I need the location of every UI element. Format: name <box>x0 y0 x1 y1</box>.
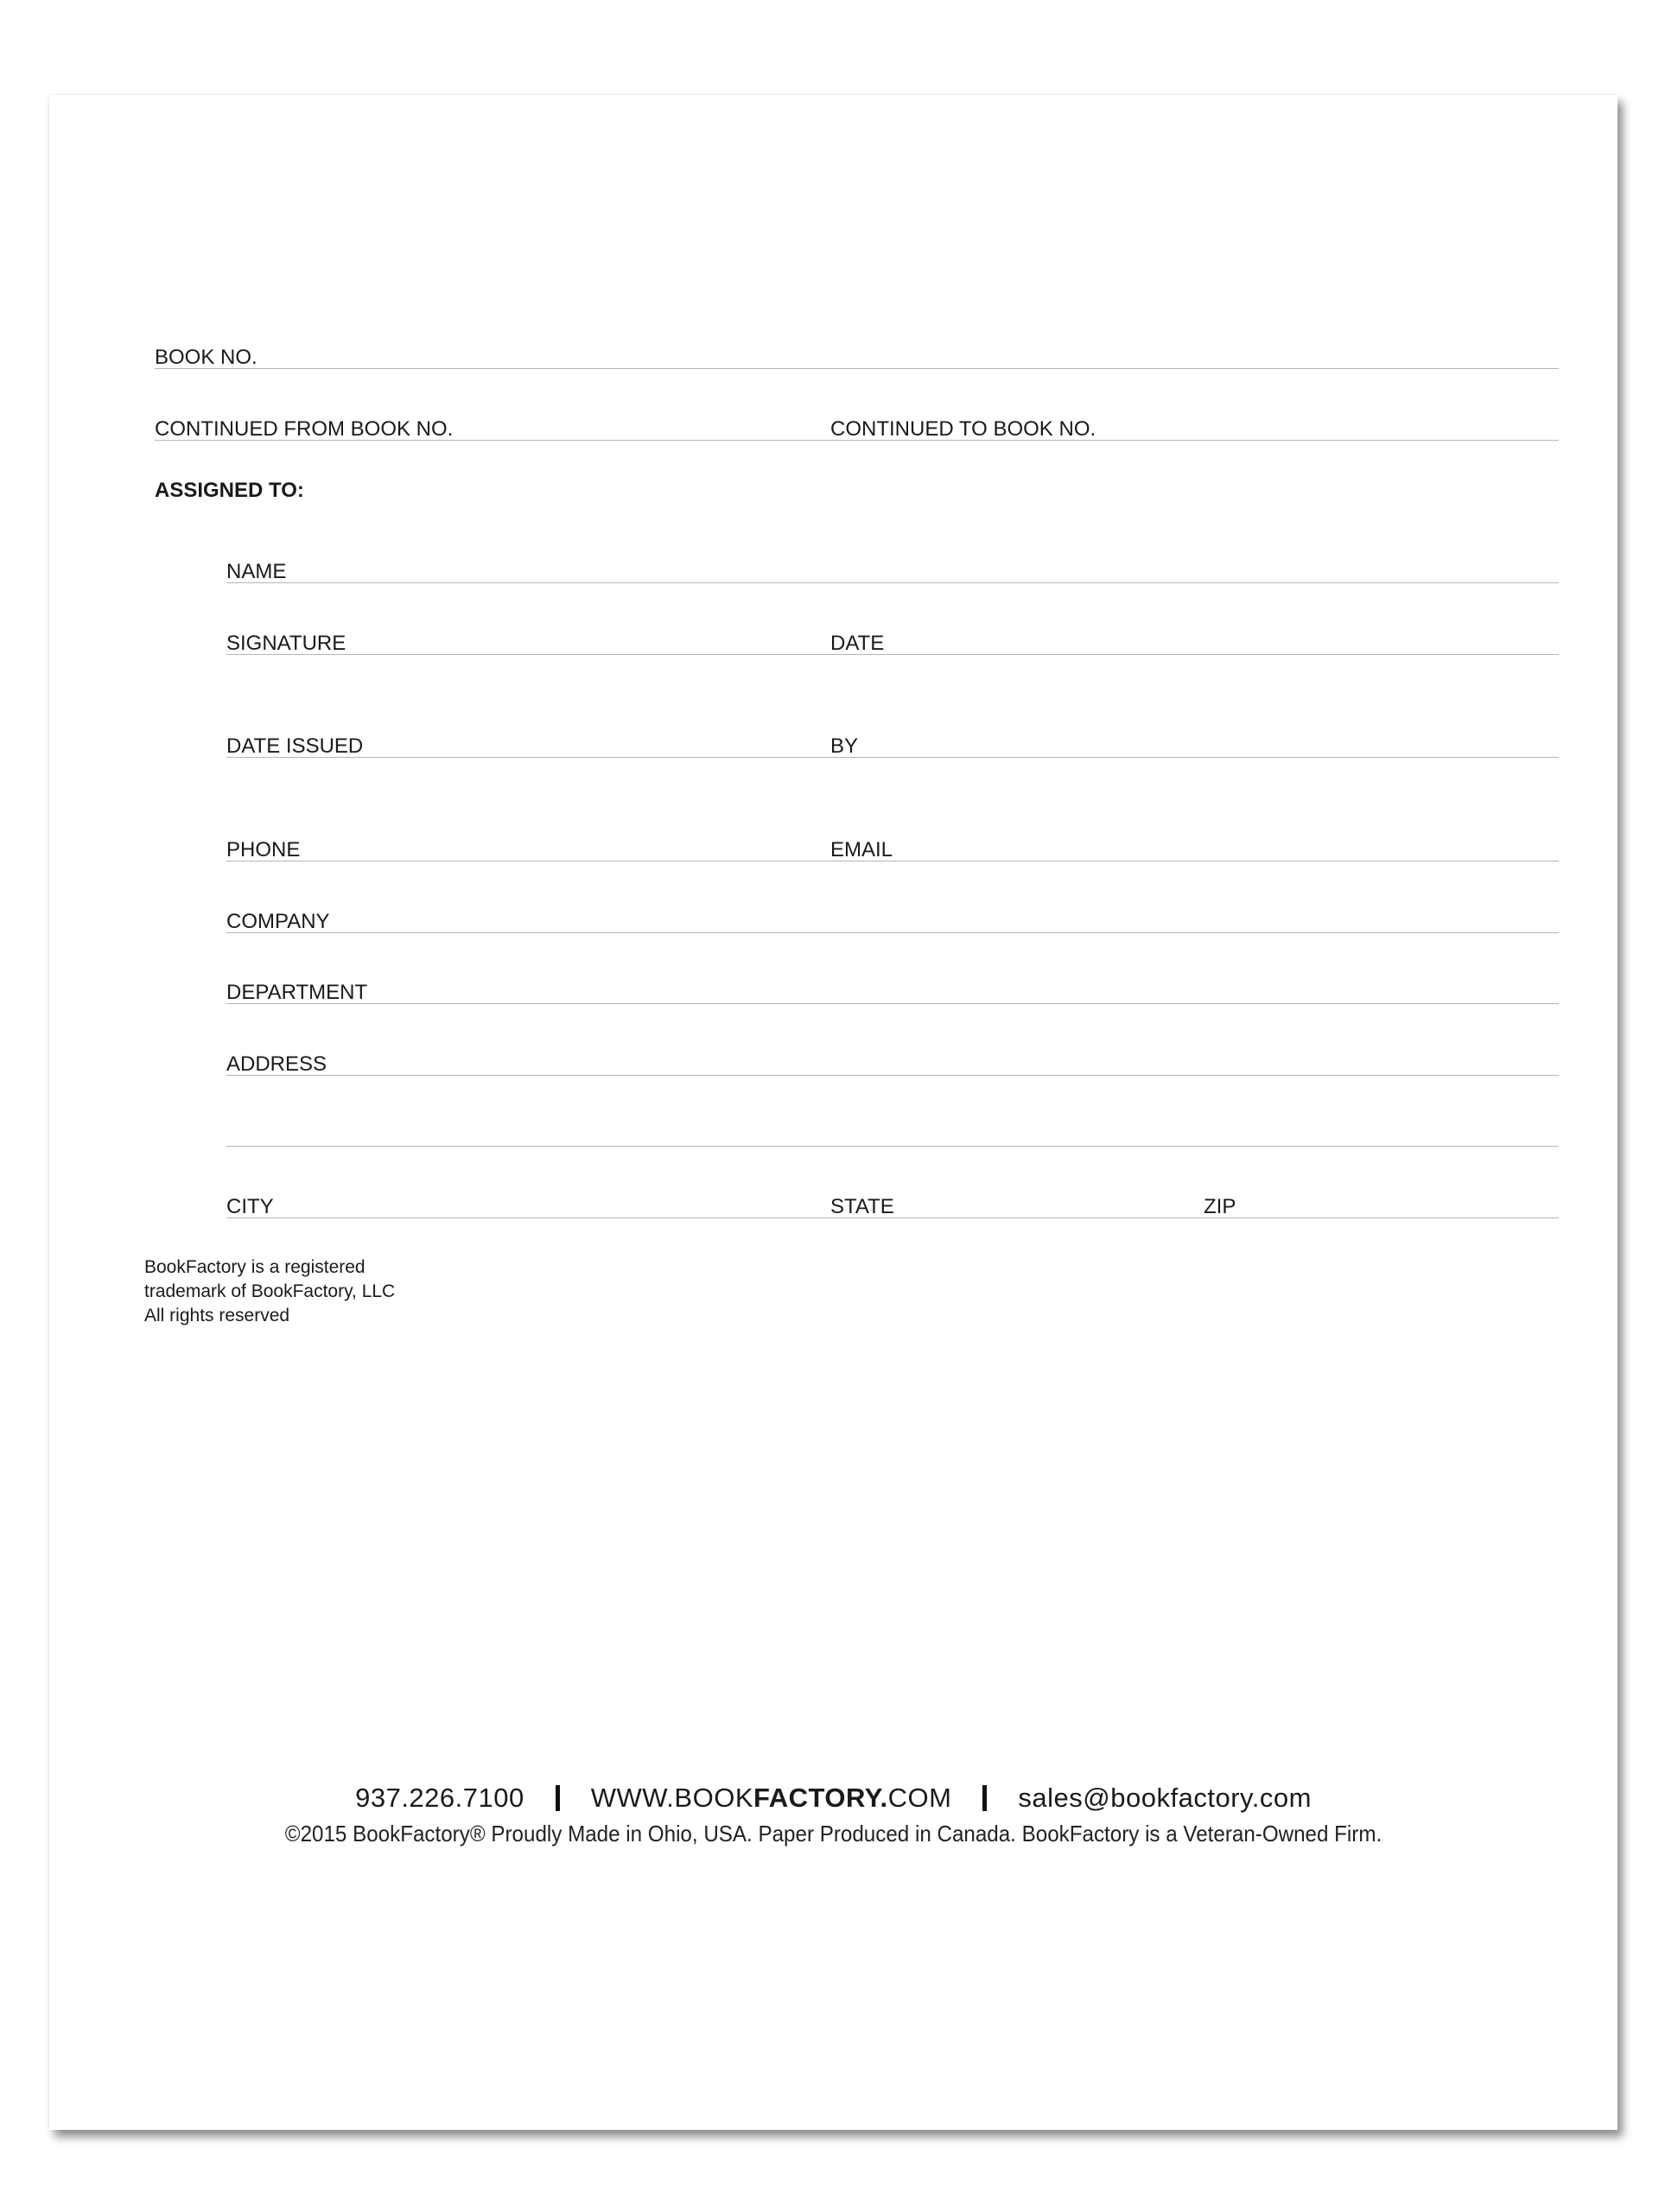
footer-email[interactable]: sales@bookfactory.com <box>1018 1783 1312 1813</box>
continued-from-field[interactable] <box>155 414 830 441</box>
zip-field[interactable] <box>1204 1192 1559 1218</box>
email-field[interactable] <box>830 835 1559 861</box>
trademark-line-2: trademark of BookFactory, LLC <box>144 1281 396 1301</box>
by-field[interactable] <box>830 731 1559 758</box>
trademark-note <box>144 1255 395 1328</box>
date-field[interactable] <box>830 628 1559 655</box>
department-label: DEPARTMENT <box>226 981 368 1004</box>
address-field[interactable] <box>226 1049 1559 1076</box>
date-label: DATE <box>830 632 885 655</box>
continued-to-field[interactable] <box>830 414 1559 441</box>
signature-field[interactable] <box>226 628 830 655</box>
separator-bar-icon <box>982 1785 987 1811</box>
date-issued-field[interactable] <box>226 731 830 758</box>
separator-bar-icon <box>556 1785 560 1811</box>
department-field[interactable] <box>226 977 1559 1004</box>
website-prefix: WWW.BOOK <box>590 1783 753 1813</box>
city-label: CITY <box>226 1195 274 1218</box>
trademark-line-3: All rights reserved <box>144 1306 290 1325</box>
continued-from-label: CONTINUED FROM BOOK NO. <box>155 417 454 441</box>
book-no-label: BOOK NO. <box>155 346 257 369</box>
zip-label: ZIP <box>1204 1195 1236 1218</box>
phone-label: PHONE <box>226 838 301 861</box>
signature-label: SIGNATURE <box>226 632 346 655</box>
book-no-field[interactable] <box>155 342 1559 369</box>
footer-website[interactable] <box>591 1783 952 1813</box>
company-label: COMPANY <box>226 910 330 933</box>
date-issued-label: DATE ISSUED <box>226 734 364 758</box>
name-label: NAME <box>226 560 287 583</box>
address-line-2[interactable] <box>226 1120 1559 1147</box>
phone-field[interactable] <box>226 835 830 861</box>
state-field[interactable] <box>830 1192 1204 1218</box>
footer-phone: 937.226.7100 <box>355 1783 524 1813</box>
email-label: EMAIL <box>830 838 893 861</box>
company-field[interactable] <box>226 906 1559 933</box>
assigned-to-heading: ASSIGNED TO: <box>155 479 304 502</box>
footer-copyright: ©2015 BookFactory® Proudly Made in Ohio, USA. Paper Produced in Canada. BookFactory is a Veteran-Owned Firm. <box>284 1821 1382 1847</box>
by-label: BY <box>830 734 859 758</box>
website-bold: FACTORY. <box>753 1783 888 1813</box>
footer-contact <box>49 1783 1618 1814</box>
address-label: ADDRESS <box>226 1052 327 1076</box>
continued-to-label: CONTINUED TO BOOK NO. <box>830 417 1096 441</box>
city-field[interactable] <box>226 1192 830 1218</box>
trademark-line-1: BookFactory is a registered <box>144 1257 365 1277</box>
form-page <box>49 95 1618 2130</box>
name-field[interactable] <box>226 556 1559 583</box>
state-label: STATE <box>830 1195 894 1218</box>
website-suffix: COM <box>887 1783 952 1813</box>
